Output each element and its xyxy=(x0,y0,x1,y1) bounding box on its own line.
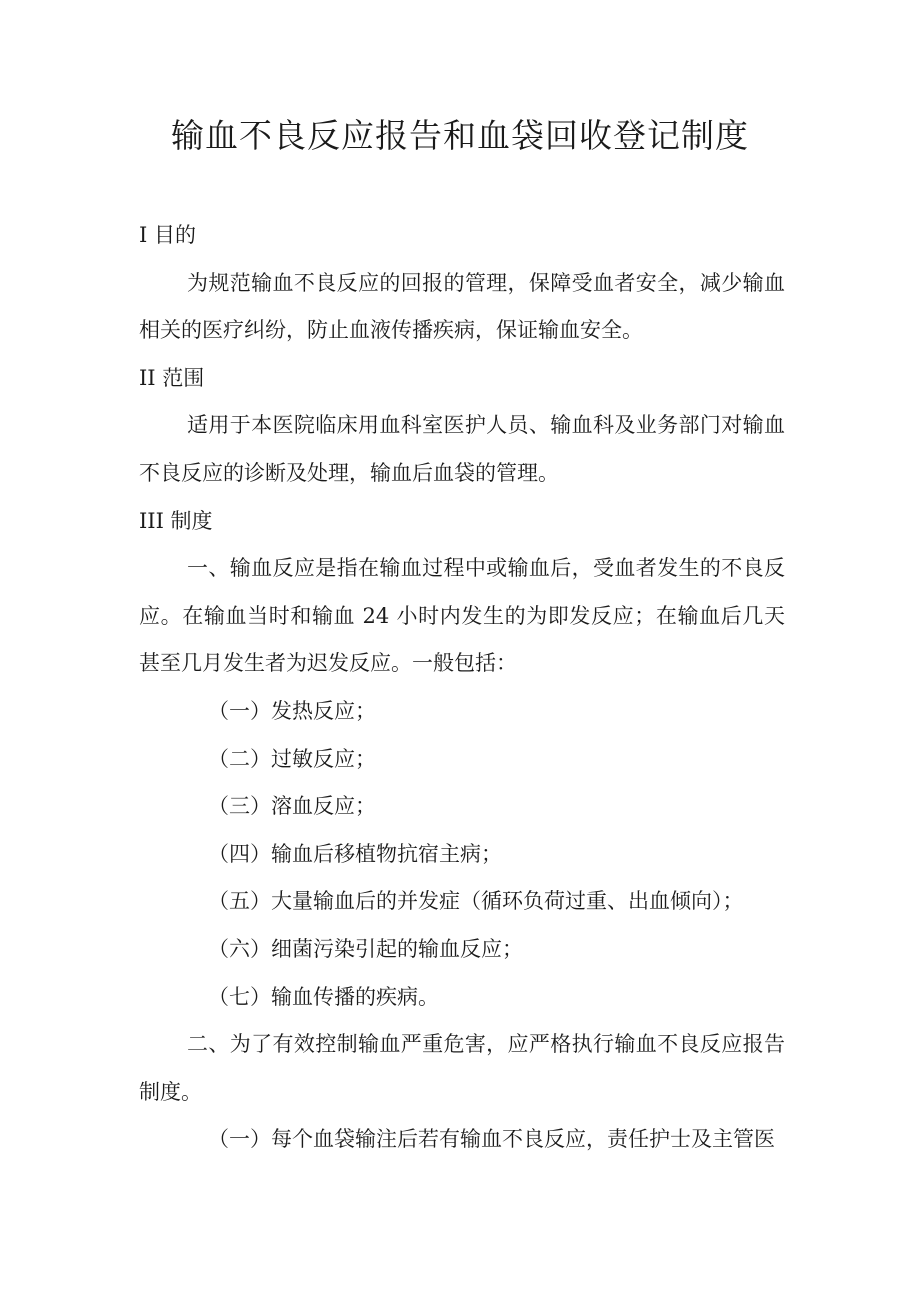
purpose-paragraph: 为规范输血不良反应的回报的管理，保障受血者安全，减少输血相关的医疗纠纷，防止血液传播疾病，保证输血安全。 xyxy=(139,270,785,343)
list-item: （二）过敏反应； xyxy=(208,746,376,771)
scope-paragraph: 适用于本医院临床用血科室医护人员、输血科及业务部门对输血不良反应的诊断及处理，输血后血袋的管理。 xyxy=(139,413,785,485)
list-item: （五）大量输血后的并发症（循环负荷过重、出血倾向）； xyxy=(208,889,744,914)
policy-clause-2-item-1: （一）每个血袋输注后若有输血不良反应，责任护士及主管医 xyxy=(208,1127,775,1152)
section-heading-purpose: I 目的 xyxy=(139,223,196,247)
document-title: 输血不良反应报告和血袋回收登记制度 xyxy=(171,116,749,155)
policy-clause-1: 一、输血反应是指在输血过程中或输血后，受血者发生的不良反应。在输血当时和输血 24 小时内发生的为即发反应；在输血后几天甚至几月发生者为迟发反应。一般包括： xyxy=(139,556,785,676)
list-item: （六）细菌污染引起的输血反应； xyxy=(208,936,523,961)
policy-clause-2: 二、为了有效控制输血严重危害，应严格执行输血不良反应报告制度。 xyxy=(139,1032,785,1104)
document-body xyxy=(139,212,785,1164)
section-heading-policy: III 制度 xyxy=(139,508,213,533)
list-item: （七）输血传播的疾病。 xyxy=(208,984,439,1009)
list-item: （一）发热反应； xyxy=(208,698,376,723)
section-heading-scope: II 范围 xyxy=(139,365,205,390)
list-item: （三）溶血反应； xyxy=(208,794,376,819)
list-item: （四）输血后移植物抗宿主病； xyxy=(208,841,502,866)
